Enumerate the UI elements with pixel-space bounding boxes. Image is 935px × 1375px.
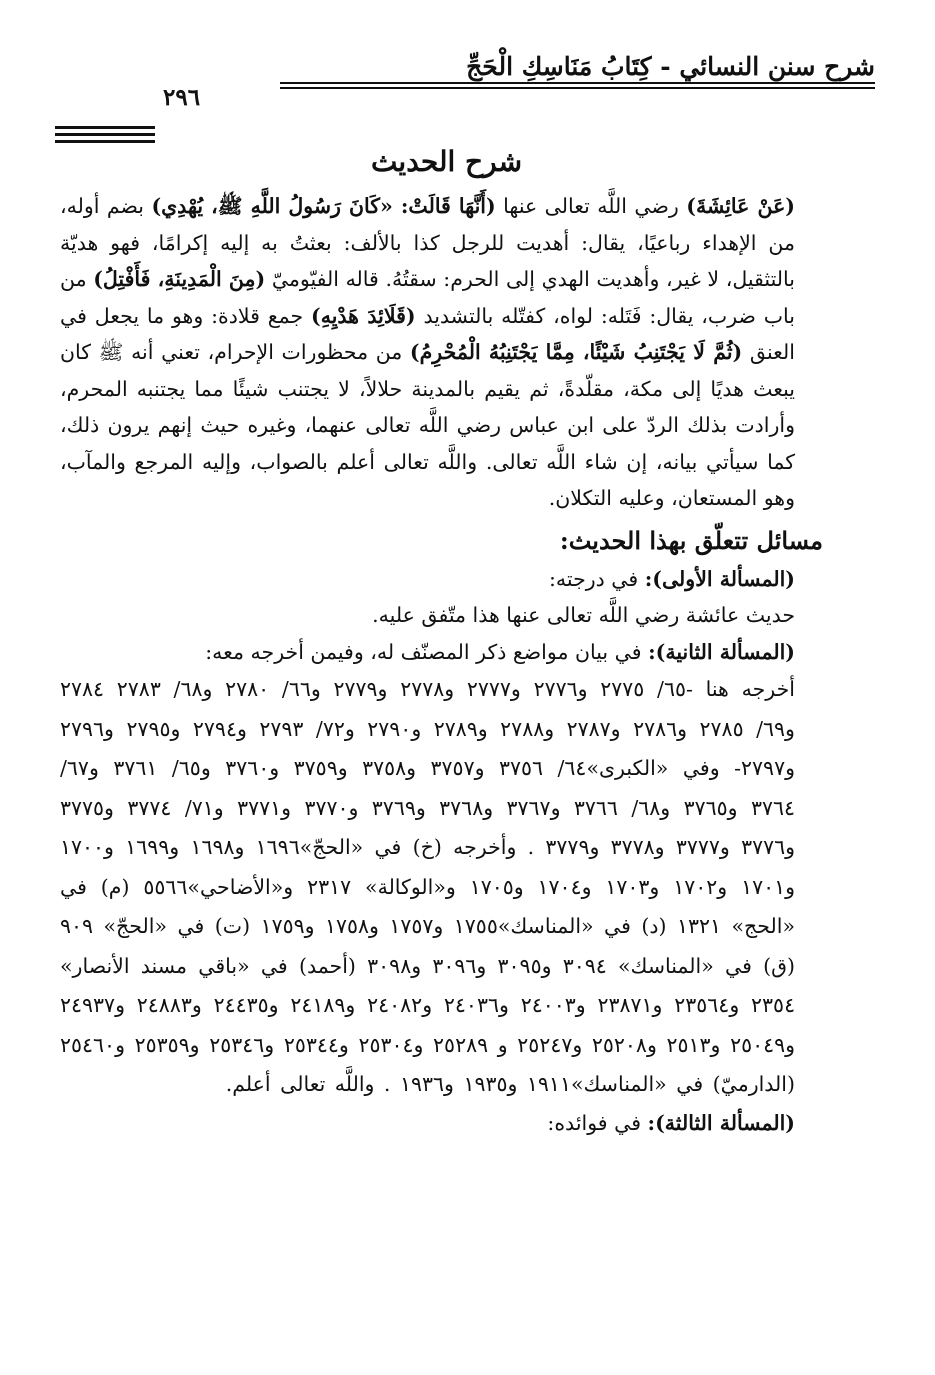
page-body bbox=[60, 140, 823, 1141]
issue-label: (المسألة الأولى): bbox=[644, 566, 795, 591]
issue-label: (المسألة الثالثة): bbox=[647, 1110, 795, 1135]
hadith-quote: (ثُمَّ لَا يَجْتَنِبُ شَيْئًا، مِمَّا يَجْتَنِبُهُ الْمُحْرِمُ) bbox=[409, 340, 743, 364]
header-rule bbox=[280, 87, 875, 89]
commentary-text: من محظورات الإحرام، تعني أنه ﷺ كان يبعث هديًا إلى مكة، مقلّدةً، ثم يقيم بالمدينة حلالاً، لا يجتنب شيئًا مما يجتنبه المحرم، وأرادت بذلك الردّ على ابن عباس رضي اللَّه تعالى عنهما، وغيره حيث إنهم يرون ذلك، كما سيأتي بيانه، إن شاء اللَّه تعالى. واللَّه تعالى أعلم بالصواب، وإليه المرجع والمآب، وهو المستعان، وعليه التكلان. bbox=[60, 340, 795, 510]
issue-third bbox=[60, 1105, 823, 1142]
hadith-quote: (مِنَ الْمَدِينَةِ، فَأَفْتِلُ) bbox=[93, 267, 266, 291]
issue-topic: في درجته: bbox=[548, 566, 645, 591]
issue-topic: في فوائده: bbox=[547, 1110, 648, 1135]
page-number-rule bbox=[55, 126, 155, 129]
commentary-text: من باب ضرب، يقال: فَتَله: لواه، كفتّله بالتشديد bbox=[60, 267, 795, 328]
running-title: شرح سنن النسائي - كِتَابُ مَنَاسِكِ الْحَجِّ bbox=[466, 52, 875, 81]
issue-first-body: حديث عائشة رضي اللَّه تعالى عنها هذا متّفق عليه. bbox=[372, 603, 795, 627]
hadith-quote: (قَلَائِدَ هَدْيِهِ) bbox=[311, 303, 416, 328]
issue-second bbox=[60, 634, 823, 671]
commentary-text: جمع قلادة: وهو ما يجعل في العنق bbox=[60, 303, 795, 364]
commentary-paragraph bbox=[60, 188, 823, 517]
issue-topic: في بيان مواضع ذكر المصنّف له، وفيمن أخرجه معه: bbox=[205, 639, 649, 664]
issues-heading: مسائل تتعلّق بهذا الحديث: bbox=[559, 525, 823, 555]
issue-second-references: أخرجه هنا -٦٥/ ٢٧٧٥ و٢٧٧٦ و٢٧٧٧ و٢٧٧٨ و٢٧٧٩ و٦٦/ ٢٧٨٠ و٦٨/ ٢٧٨٣ ٢٧٨٤ و٦٩/ ٢٧٨٥ و٢٧٨٦ و٢٧٨٧ و٢٧٨٨ و٢٧٨٩ و٢٧٩٠ و٧٢/ ٢٧٩٣ و٢٧٩٤ و٢٧٩٥ و٢٧٩٦ و٢٧٩٧- وفي «الكبرى»٦٤/ ٣٧٥٦ و٣٧٥٧ و٣٧٥٨ و٣٧٥٩ و٣٧٦٠ و٦٥/ ٣٧٦١ و٦٧/ ٣٧٦٤ و٣٧٦٥ و٦٨/ ٣٧٦٦ و٣٧٦٧ و٣٧٦٨ و٣٧٦٩ و٣٧٧٠ و٣٧٧١ و٧١/ ٣٧٧٤ و٣٧٧٥ و٣٧٧٦ و٣٧٧٧ و٣٧٧٨ و٣٧٧٩ . وأخرجه (خ) في «الحجّ»١٦٩٦ و١٦٩٨ و١٦٩٩ و١٧٠٠ و١٧٠١ و١٧٠٢ و١٧٠٣ و١٧٠٤ و١٧٠٥ و«الوكالة» ٢٣١٧ و«الأضاحي»٥٥٦٦ (م) في «الحج» ١٣٢١ (د) في «المناسك»١٧٥٥ و١٧٥٧ و١٧٥٨ و١٧٥٩ (ت) في «الحجّ» ٩٠٩ (ق) في «المناسك» ٣٠٩٤ و٣٠٩٥ و٣٠٩٦ و٣٠٩٨ (أحمد) في «باقي مسند الأنصار» ٢٣٥٤ و٢٣٥٦٤ و٢٣٨٧١ و٢٤٠٠٣ و٢٤٠٣٦ و٢٤٠٨٢ و٢٤١٨٩ و٢٤٤٣٥ و٢٤٨٨٣ و٢٤٩٣٧ و٢٥٠٤٩ و٢٥١٣ و٢٥٢٠٨ و٢٥٢٤٧ و ٢٥٢٨٩ و٢٥٣٠٤ و٢٥٣٤٤ و٢٥٣٤٦ و٢٥٣٥٩ و٢٥٤٦٠ (الدارميّ) في «المناسك»١٩١١ و١٩٣٥ و١٩٣٦ . واللَّه تعالى أعلم. bbox=[60, 677, 796, 1096]
header-rule bbox=[280, 82, 875, 84]
hadith-quote: (عَنْ عَائِشَةَ) bbox=[686, 194, 795, 218]
running-header bbox=[55, 40, 875, 111]
issue-first bbox=[60, 561, 823, 598]
page-number: ٢٩٦ bbox=[163, 84, 201, 111]
page-number-block bbox=[55, 78, 285, 111]
commentary-text: رضي اللَّه تعالى عنها bbox=[495, 194, 687, 218]
section-title: شرح الحديث bbox=[370, 145, 523, 178]
issue-label: (المسألة الثانية): bbox=[648, 639, 795, 664]
commentary-text: بضم أوله، من الإهداء رباعيًا، يقال: أهديت للرجل كذا بالألف: بعثتُ به إليه إكرامًا، فهو هديّة بالتثقيل، لا غير، وأهديت الهدي إلى الحرم: سقتُهُ. قاله الفيّوميّ bbox=[60, 194, 795, 291]
page-number-rule bbox=[55, 133, 155, 136]
hadith-quote: (أَنَّهَا قَالَتْ: «كَانَ رَسُولُ اللَّهِ ﷺ، يُهْدِي) bbox=[151, 194, 496, 218]
